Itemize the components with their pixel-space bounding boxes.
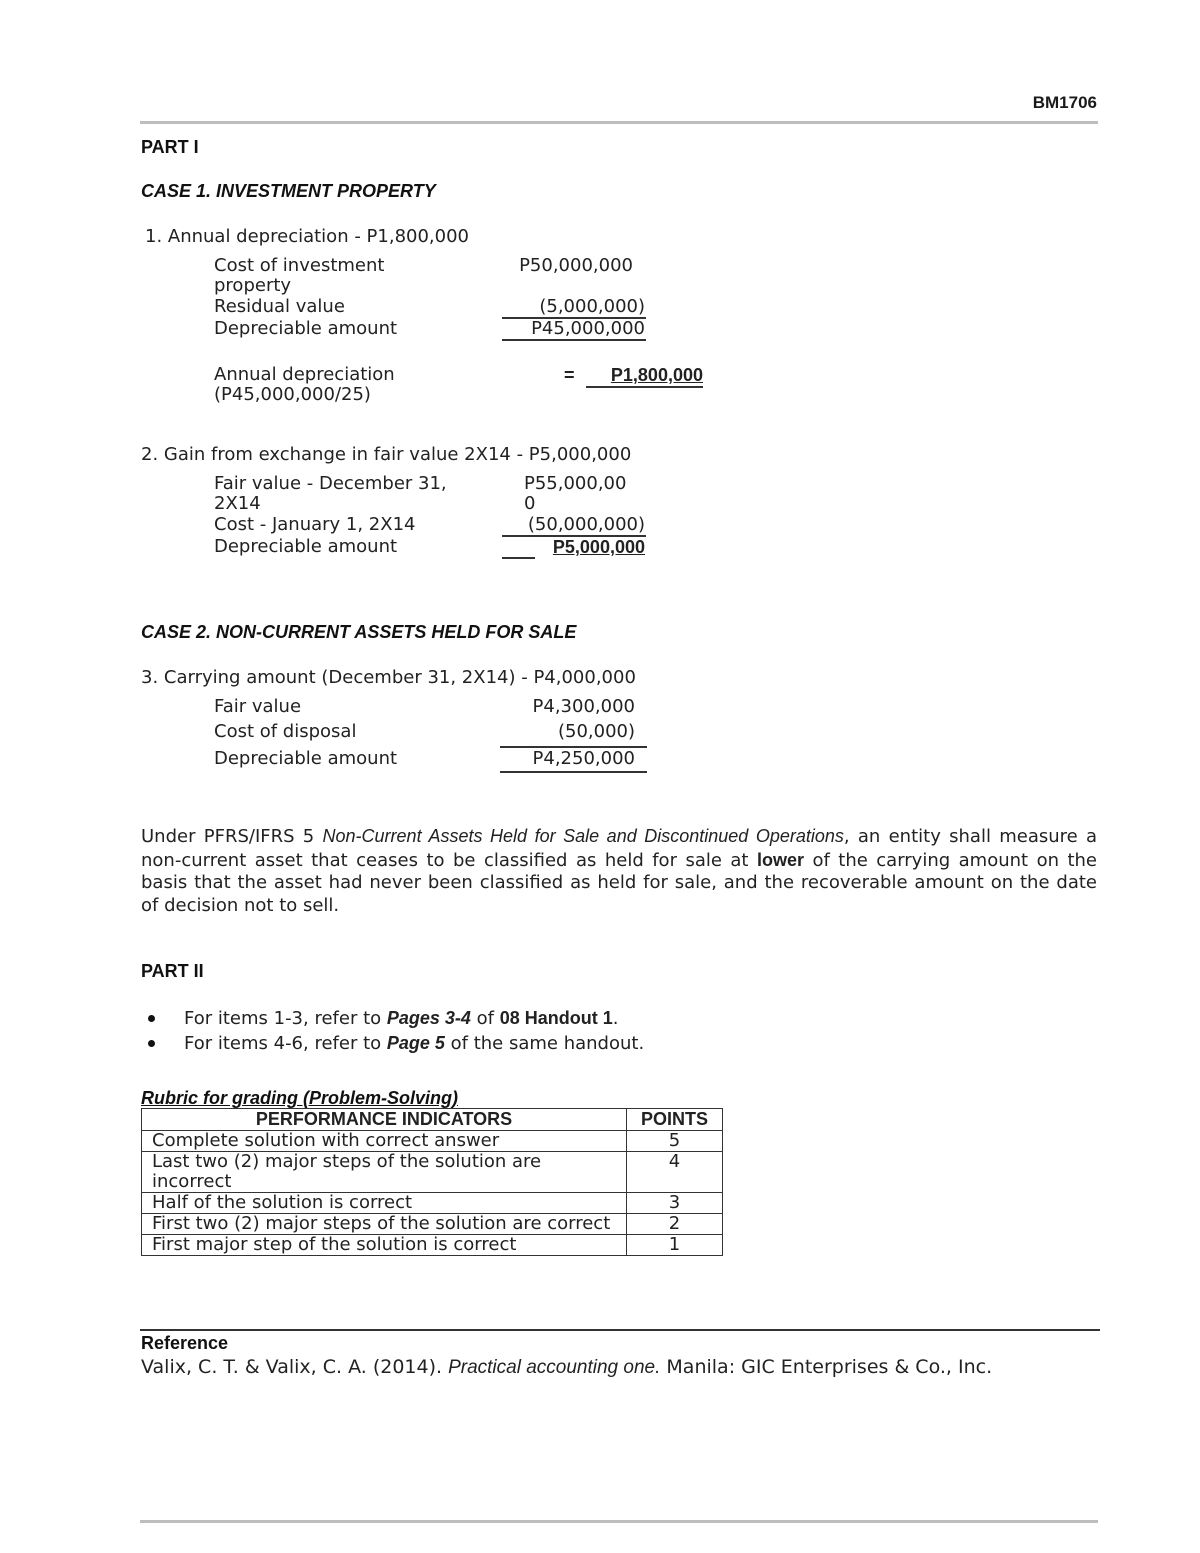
table-row — [142, 1235, 723, 1256]
footer-rule — [140, 1520, 1098, 1523]
item3-total-rule — [500, 771, 647, 773]
item3-label-disposal: Cost of disposal — [214, 721, 357, 742]
case1-title: CASE 1. INVESTMENT PROPERTY — [141, 181, 436, 201]
indicator-cell: Half of the solution is correct — [142, 1193, 627, 1214]
bullet1-text-a: For items 1-3, refer to — [184, 1008, 387, 1029]
item1-value-depreciable: P45,000,000 — [531, 318, 645, 339]
pfrs-emphasis-lower: lower — [756, 849, 804, 870]
reference-rule — [140, 1329, 1100, 1331]
item3-label-depreciable: Depreciable amount — [214, 748, 398, 769]
table-header-row — [142, 1109, 723, 1131]
rubric-title: Rubric for grading (Problem-Solving) — [141, 1088, 459, 1108]
item1-label-depreciable: Depreciable amount — [214, 318, 398, 339]
reference-title: Reference — [141, 1333, 229, 1353]
item2-label-fairvalue: Fair value - December 31, 2X14 — [214, 473, 447, 514]
list-item — [148, 1006, 644, 1031]
reference-publisher: Manila: GIC Enterprises & Co., Inc. — [660, 1356, 993, 1378]
item3-value-disposal: (50,000) — [557, 721, 635, 742]
item3-heading: 3. Carrying amount (December 31, 2X14) - P4,000,000 — [141, 667, 636, 688]
part2-bullet-list — [148, 1006, 644, 1056]
item2-label-depreciable: Depreciable amount — [214, 536, 398, 557]
column-header-points: POINTS — [627, 1109, 723, 1131]
column-header-indicators: PERFORMANCE INDICATORS — [142, 1109, 627, 1131]
item3-label-fairvalue: Fair value — [214, 696, 302, 717]
pfrs-paragraph-text-3: of the carrying amount on the basis that the asset had never been classified as held for sale, and the recoverable amount on the date of decision not to sell. — [141, 849, 1097, 916]
reference-book-title: Practical accounting one. — [448, 1357, 661, 1378]
list-item — [148, 1031, 644, 1056]
points-cell: 5 — [627, 1131, 723, 1152]
indicator-cell: First major step of the solution is correct — [142, 1235, 627, 1256]
part1-title: PART I — [141, 137, 199, 157]
item2-value-depreciable: P5,000,000 — [552, 537, 645, 557]
bullet1-text-e: . — [612, 1008, 619, 1029]
indicator-cell: Complete solution with correct answer — [142, 1131, 627, 1152]
table-row — [142, 1152, 723, 1193]
item1-value-cost: P50,000,000 — [519, 255, 633, 276]
indicator-cell: Last two (2) major steps of the solution are incorrect — [142, 1152, 627, 1193]
pfrs-paragraph — [141, 825, 1097, 917]
item1-heading: 1. Annual depreciation - P1,800,000 — [145, 226, 469, 247]
bullet1-handout: 08 Handout 1 — [499, 1008, 613, 1028]
points-cell: 2 — [627, 1214, 723, 1235]
points-cell: 4 — [627, 1152, 723, 1193]
bullet2-text-c: of the same handout. — [444, 1033, 645, 1054]
bullet1-text-c: of — [470, 1008, 500, 1029]
item1-result-rule — [586, 386, 703, 388]
points-cell: 3 — [627, 1193, 723, 1214]
reference-authors: Valix, C. T. & Valix, C. A. (2014). — [141, 1356, 449, 1378]
bullet2-page: Page 5 — [386, 1033, 445, 1053]
bullet2-text-a: For items 4-6, refer to — [184, 1033, 387, 1054]
case2-title: CASE 2. NON-CURRENT ASSETS HELD FOR SALE — [141, 622, 577, 642]
table-row — [142, 1193, 723, 1214]
item2-value-cost: (50,000,000) — [527, 514, 645, 535]
item3-value-depreciable: P4,250,000 — [532, 748, 635, 769]
item1-total-rule — [502, 339, 646, 341]
item1-result-label: Annual depreciation (P45,000,000/25) — [214, 364, 395, 405]
part2-title: PART II — [141, 961, 204, 981]
item1-result-value: P1,800,000 — [610, 365, 703, 385]
pfrs-paragraph-text-2: , an entity shall measure a non-current asset that ceases to be classified as held for sale at — [141, 826, 1098, 871]
points-cell: 1 — [627, 1235, 723, 1256]
reference-citation — [141, 1356, 992, 1379]
header-rule — [140, 121, 1098, 124]
bullet1-pages: Pages 3-4 — [386, 1008, 471, 1028]
item1-label-cost: Cost of investment property — [214, 255, 385, 296]
item2-total-rule — [502, 557, 535, 559]
bullet-icon — [148, 1015, 155, 1022]
item1-value-residual: (5,000,000) — [539, 296, 645, 317]
item1-result-equals: = — [564, 365, 575, 385]
item2-heading: 2. Gain from exchange in fair value 2X14 - P5,000,000 — [141, 444, 632, 465]
table-row — [142, 1131, 723, 1152]
bullet-icon — [148, 1040, 155, 1047]
item3-value-fairvalue: P4,300,000 — [532, 696, 635, 717]
item1-label-residual: Residual value — [214, 296, 345, 317]
pfrs-standard-title: Non-Current Assets Held for Sale and Discontinued Operations — [322, 826, 844, 846]
rubric-table — [141, 1108, 723, 1256]
document-code: BM1706 — [1032, 93, 1097, 112]
item2-label-cost: Cost - January 1, 2X14 — [214, 514, 416, 535]
item2-value-fairvalue: P55,000,000 — [524, 473, 627, 514]
table-row — [142, 1214, 723, 1235]
indicator-cell: First two (2) major steps of the solution are correct — [142, 1214, 627, 1235]
pfrs-paragraph-text-1: Under PFRS/IFRS 5 — [141, 826, 323, 847]
